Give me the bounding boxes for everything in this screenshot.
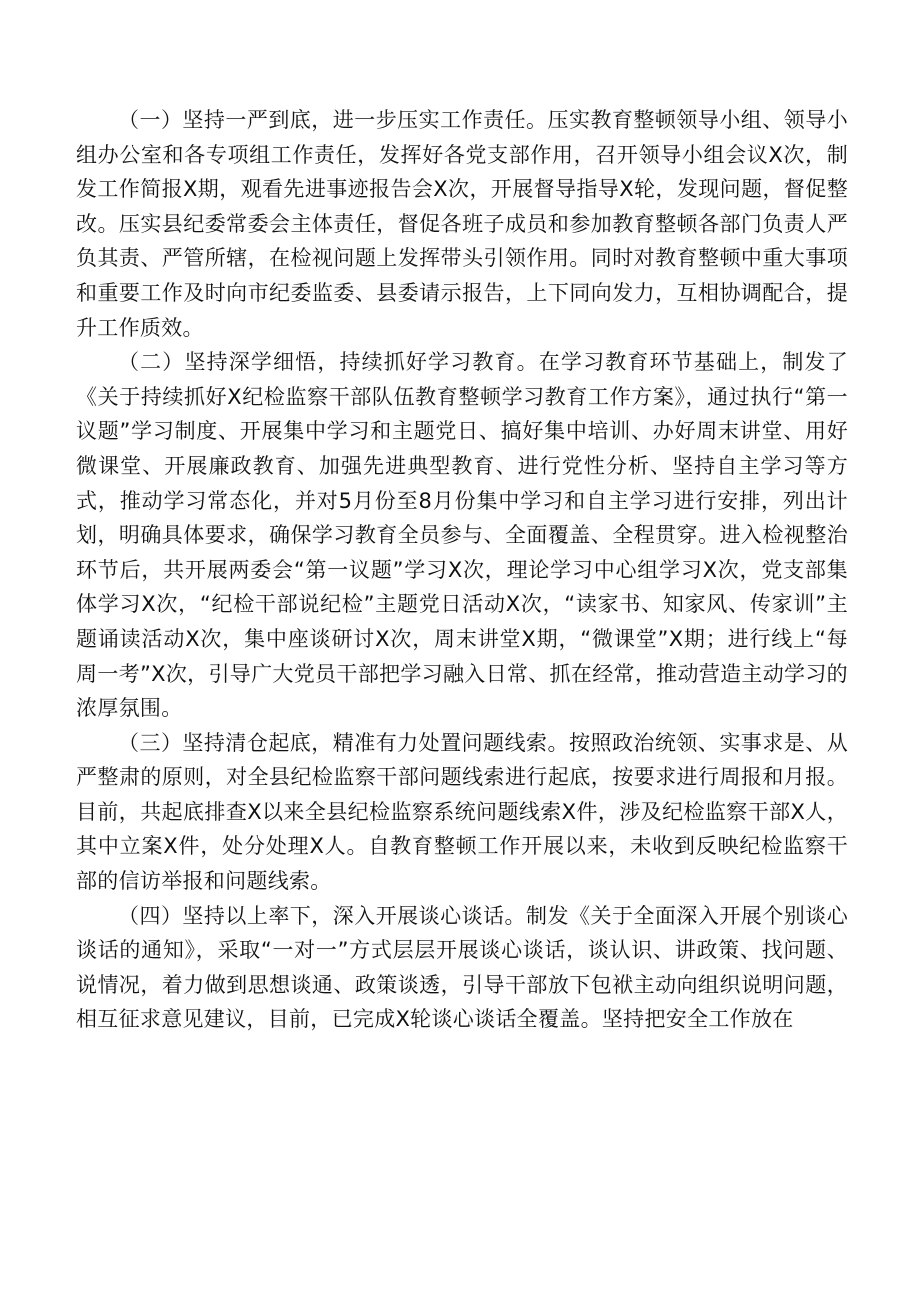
paragraph-heart-to-heart-talks: （四）坚持以上率下，深入开展谈心谈话。制发《关于全面深入开展个别谈心谈话的通知》，采取“一对一”方式层层开展谈心谈话，谈认识、讲政策、找问题、说情况，着力做到思想谈通、政策谈透，引导干部放下包袱主动向组织说明问题，相互征求意见建议，目前，已完成X轮谈心谈话全覆盖。坚持把安全工作放在 bbox=[76, 903, 848, 1032]
document-body bbox=[76, 103, 848, 1037]
paragraph-problem-clues: （三）坚持清仓起底，精准有力处置问题线索。按照政治统领、实事求是、从严整肃的原则，对全县纪检监察干部问题线索进行起底，按要求进行周报和月报。目前，共起底排查X以来全县纪检监察系统问题线索X件，涉及纪检监察干部X人，其中立案X件，处分处理X人。自教育整顿工作开展以来，未收到反映纪检监察干部的信访举报和问题线索。 bbox=[76, 730, 848, 894]
paragraph-study-education: （二）坚持深学细悟，持续抓好学习教育。在学习教育环节基础上，制发了《关于持续抓好X纪检监察干部队伍教育整顿学习教育工作方案》，通过执行“第一议题”学习制度、开展集中学习和主题党日、搞好集中培训、办好周末讲堂、用好微课堂、开展廉政教育、加强先进典型教育、进行党性分析、坚持自主学习等方式，推动学习常态化，并对5月份至8月份集中学习和自主学习进行安排，列出计划，明确具体要求，确保学习教育全员参与、全面覆盖、全程贯穿。进入检视整治环节后，共开展两委会“第一议题”学习X次，理论学习中心组学习X次，党支部集体学习X次，“纪检干部说纪检”主题党日活动X次，“读家书、知家风、传家训”主题诵读活动X次，集中座谈研讨X次，周末讲堂X期，“微课堂”X期；进行线上“每周一考”X次，引导广大党员干部把学习融入日常、抓在经常，推动营造主动学习的浓厚氛围。 bbox=[76, 350, 848, 721]
paragraph-responsibility: （一）坚持一严到底，进一步压实工作责任。压实教育整顿领导小组、领导小组办公室和各专项组工作责任，发挥好各党支部作用，召开领导小组会议X次，制发工作简报X期，观看先进事迹报告会X次，开展督导指导X轮，发现问题，督促整改。压实县纪委常委会主体责任，督促各班子成员和参加教育整顿各部门负责人严负其责、严管所辖，在检视问题上发挥带头引领作用。同时对教育整顿中重大事项和重要工作及时向市纪委监委、县委请示报告，上下同向发力，互相协调配合，提升工作质效。 bbox=[76, 108, 848, 340]
